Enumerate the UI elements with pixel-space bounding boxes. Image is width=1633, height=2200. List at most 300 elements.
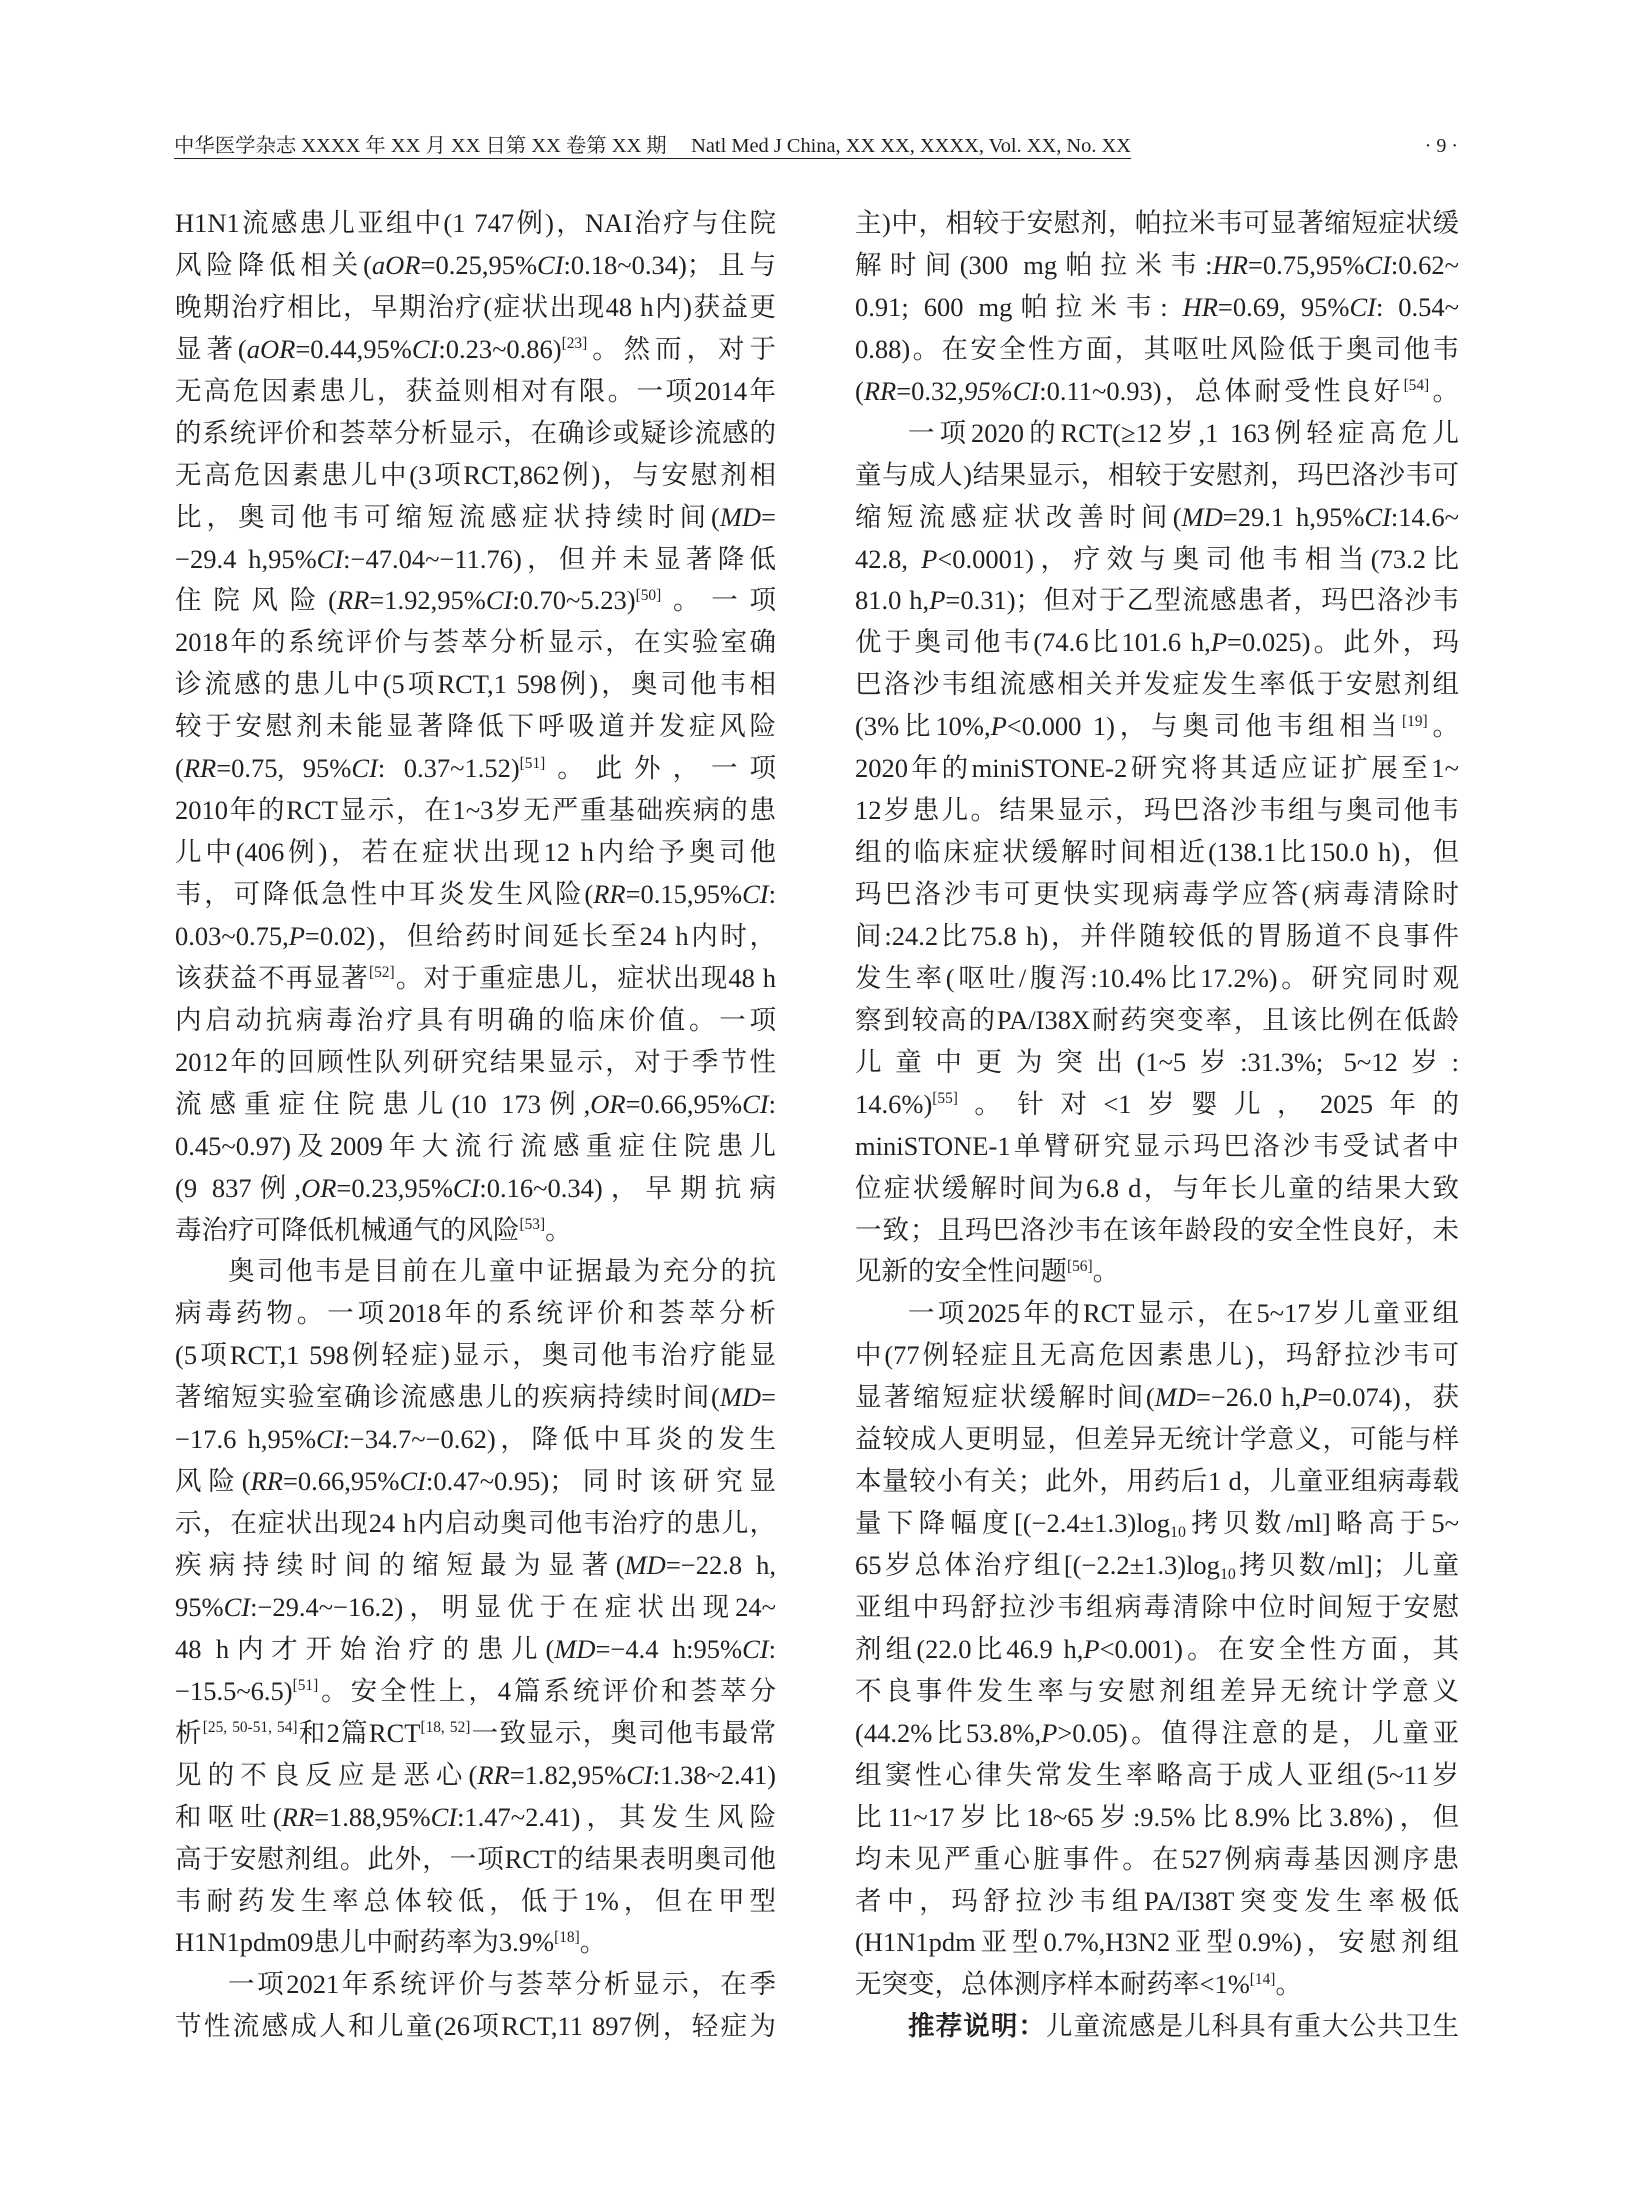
- text-line: [855, 287, 1459, 329]
- text-run: :: [768, 879, 776, 909]
- text-line: [855, 371, 1459, 413]
- text-run: 0.88)。在安全性方面，其呕吐风险低于奥司他韦: [855, 333, 1459, 364]
- text-run: (44.2%比53.8%,: [855, 1717, 1042, 1748]
- text-run: :−47.04~−11.76)，但并未显著降低: [343, 543, 776, 574]
- text-line: [175, 580, 776, 622]
- text-run: 奥司他韦是目前在儿童中证据最为充分的抗: [228, 1256, 776, 1287]
- text-line: [175, 1210, 776, 1252]
- text-line: [855, 1335, 1459, 1377]
- text-line: [175, 1671, 776, 1713]
- text-line: [175, 1042, 776, 1084]
- text-run: =0.074)，获: [1317, 1382, 1460, 1413]
- text-run: 组的临床症状缓解时间相近(138.1比150.0 h)，但: [855, 837, 1459, 868]
- text-run: =−26.0 h,: [1195, 1382, 1302, 1413]
- italic-symbol: P: [1041, 1717, 1058, 1748]
- text-run: 风险降低相关(: [175, 249, 372, 280]
- text-line: [175, 1839, 776, 1881]
- text-run: 童与成人)结果显示，相较于安慰剂，玛巴洛沙韦可: [855, 459, 1459, 490]
- italic-symbol: 95%CI: [964, 375, 1040, 406]
- subscript: 10: [1170, 1524, 1186, 1542]
- italic-symbol: OR: [590, 1088, 626, 1119]
- text-run: 发生率(呕吐/腹泻:10.4%比17.2%)。研究同时观: [855, 962, 1459, 993]
- text-run: 诊流感的患儿中(5项RCT,1 598例)，奥司他韦相: [175, 669, 776, 700]
- text-run: :14.6~: [1390, 501, 1459, 532]
- text-line: [855, 622, 1459, 664]
- text-run: =0.69, 95%: [1217, 291, 1350, 322]
- text-run: 81.0 h,: [855, 585, 930, 616]
- text-run: : 0.37~1.52): [377, 753, 520, 784]
- text-run: 著缩短实验室确诊流感患儿的疾病持续时间(: [175, 1382, 720, 1413]
- text-line: [855, 2006, 1459, 2048]
- text-run: 一项2025年的RCT显示，在5~17岁儿童亚组: [908, 1298, 1459, 1329]
- left-column: [175, 203, 776, 2048]
- italic-symbol: P: [921, 543, 938, 574]
- text-run: 2012年的回顾性队列研究结果显示，对于季节性: [175, 1046, 776, 1077]
- text-run: =0.02)，但给药时间延长至24 h内时，: [304, 920, 776, 951]
- text-line: [855, 1545, 1459, 1587]
- text-run: =0.75, 95%: [216, 753, 352, 784]
- text-line: [175, 1126, 776, 1168]
- citation-superscript: [53]: [519, 1215, 546, 1233]
- text-run: 0.03~0.75,: [175, 920, 289, 951]
- text-line: [175, 1293, 776, 1335]
- italic-symbol: aOR: [371, 249, 421, 280]
- text-line: [175, 916, 776, 958]
- text-run: 比11~17岁比18~65岁:9.5%比8.9%比3.8%)，但: [855, 1801, 1459, 1832]
- text-line: [855, 1587, 1459, 1629]
- text-line: [175, 958, 776, 1000]
- text-line: [855, 1168, 1459, 1210]
- text-line: [855, 748, 1459, 790]
- text-run: 。安全性上，4篇系统评价和荟萃分: [318, 1675, 776, 1706]
- text-run: :0.23~0.86): [438, 333, 562, 364]
- text-line: [855, 1964, 1459, 2006]
- text-run: 解时间(300 mg帕拉米韦:: [855, 249, 1213, 280]
- text-line: [855, 1922, 1459, 1964]
- italic-symbol: MD: [719, 1382, 762, 1413]
- text-line: [175, 287, 776, 329]
- text-line: [175, 1713, 776, 1755]
- italic-symbol: RR: [477, 1759, 510, 1790]
- running-header: [174, 134, 1131, 158]
- text-run: :0.47~0.95)；同时该研究显: [425, 1466, 776, 1497]
- text-line: [855, 958, 1459, 1000]
- text-line: [855, 1629, 1459, 1671]
- italic-symbol: MD: [719, 501, 762, 532]
- text-line: [175, 329, 776, 371]
- text-run: 拷贝数/ml]；儿童: [1235, 1550, 1460, 1580]
- text-run: =0.66,95%: [282, 1466, 400, 1497]
- citation-superscript: [54]: [1403, 377, 1430, 395]
- italic-symbol: CI: [351, 753, 378, 784]
- text-run: 儿童中更为突出(1~5岁:31.3%; 5~12岁:: [855, 1046, 1459, 1077]
- text-line: [175, 622, 776, 664]
- italic-symbol: CI: [742, 1088, 769, 1119]
- text-run: 高于安慰剂组。此外，一项RCT的结果表明奥司他: [175, 1843, 776, 1874]
- text-run: <0.0001)，疗效与奥司他韦相当(73.2比: [937, 543, 1459, 574]
- text-line: [175, 1419, 776, 1461]
- italic-symbol: P: [990, 711, 1007, 742]
- text-run: :−29.4~−16.2)，明显优于在症状出现24~: [250, 1591, 776, 1622]
- text-run: =: [761, 501, 776, 532]
- text-line: [855, 1713, 1459, 1755]
- text-run: 。: [1427, 711, 1459, 742]
- text-run: 0.91; 600 mg帕拉米韦:: [855, 291, 1183, 322]
- text-line: [175, 1964, 776, 2006]
- text-run: 65岁总体治疗组[(−2.2±1.3)log: [855, 1550, 1220, 1580]
- text-run: 。一项: [661, 585, 776, 616]
- text-run: 优于奥司他韦(74.6比101.6 h,: [855, 627, 1211, 658]
- italic-symbol: CI: [537, 249, 564, 280]
- text-line: [175, 706, 776, 748]
- text-run: 见新的安全性问题: [855, 1256, 1067, 1287]
- italic-symbol: CI: [411, 333, 439, 364]
- text-run: :: [768, 1088, 776, 1119]
- citation-superscript: [25, 50-51, 54]: [202, 1719, 298, 1737]
- text-run: 者中，玛舒拉沙韦组PA/I38T突变发生率极低: [855, 1885, 1459, 1916]
- text-run: =0.15,95%: [625, 879, 743, 909]
- text-line: [855, 1755, 1459, 1797]
- text-run: :1.47~2.41)，其发生风险: [457, 1801, 776, 1832]
- text-run: :0.70~5.23): [512, 585, 636, 616]
- text-run: 疾病持续时间的缩短最为显著(: [175, 1550, 625, 1580]
- citation-superscript: [56]: [1067, 1257, 1093, 1275]
- text-line: [175, 1587, 776, 1629]
- text-run: 无高危因素患儿中(3项RCT,862例)，与安慰剂相: [175, 459, 776, 490]
- text-line: [855, 1377, 1459, 1419]
- text-run: 巴洛沙韦组流感相关并发症发生率低于安慰剂组: [855, 669, 1459, 700]
- text-line: [855, 203, 1459, 245]
- italic-symbol: CI: [316, 543, 344, 574]
- text-run: 察到较高的PA/I38X耐药突变率，且该比例在低龄: [855, 1004, 1459, 1035]
- italic-symbol: CI: [223, 1591, 251, 1622]
- text-run: 拷贝数/ml]略高于5~: [1185, 1508, 1459, 1539]
- text-run: 。然而，对于: [587, 333, 776, 364]
- text-line: [175, 1503, 776, 1545]
- right-column: [855, 203, 1459, 2048]
- italic-symbol: CI: [430, 1801, 458, 1832]
- italic-symbol: RR: [863, 375, 897, 406]
- text-line: [855, 1042, 1459, 1084]
- text-line: [855, 1503, 1459, 1545]
- citation-superscript: [50]: [635, 586, 662, 604]
- italic-symbol: P: [929, 585, 946, 616]
- italic-symbol: P: [1083, 1633, 1100, 1664]
- italic-symbol: HR: [1212, 249, 1248, 280]
- text-run: :0.16~0.34)，早期抗病: [479, 1172, 776, 1203]
- text-run: 见的不良反应是恶心(: [175, 1759, 478, 1790]
- text-line: [175, 874, 776, 916]
- text-run: : 0.54~: [1375, 291, 1460, 322]
- text-run: 比，奥司他韦可缩短流感症状持续时间(: [175, 501, 720, 532]
- text-line: [175, 245, 776, 287]
- text-run: 。: [579, 1927, 607, 1958]
- text-run: 一项2020的RCT(≥12岁,1 163例轻症高危儿: [908, 417, 1459, 448]
- text-run: 一致；且玛巴洛沙韦在该年龄段的安全性良好，未: [855, 1214, 1459, 1245]
- bold-label: 推荐说明：: [908, 2011, 1047, 2043]
- text-line: [855, 1293, 1459, 1335]
- text-run: 中(77例轻症且无高危因素患儿)，玛舒拉沙韦可: [855, 1340, 1459, 1371]
- text-run: 主)中，相较于安慰剂，帕拉米韦可显著缩短症状缓: [855, 208, 1459, 238]
- text-run: 量下降幅度[(−2.4±1.3)log: [855, 1508, 1171, 1539]
- text-run: 和2篇RCT: [297, 1717, 421, 1748]
- text-line: [855, 1881, 1459, 1923]
- citation-superscript: [18, 52]: [420, 1719, 471, 1737]
- text-line: [855, 413, 1459, 455]
- italic-symbol: RR: [593, 879, 626, 909]
- text-line: [175, 371, 776, 413]
- text-run: 较于安慰剂未能显著降低下呼吸道并发症风险: [175, 711, 776, 742]
- text-line: [175, 1251, 776, 1293]
- italic-symbol: RR: [250, 1466, 283, 1497]
- text-run: 95%: [175, 1591, 224, 1622]
- text-run: 。: [545, 1214, 572, 1245]
- text-line: [175, 1461, 776, 1503]
- italic-symbol: RR: [183, 753, 217, 784]
- text-run: 。针对<1岁婴儿，2025年的: [957, 1088, 1459, 1119]
- citation-superscript: [51]: [519, 754, 546, 772]
- italic-symbol: CI: [742, 1633, 769, 1664]
- text-run: 风险(: [175, 1466, 251, 1497]
- text-line: [855, 580, 1459, 622]
- text-line: [855, 1461, 1459, 1503]
- text-line: [175, 203, 776, 245]
- text-line: [855, 1419, 1459, 1461]
- text-line: [175, 1000, 776, 1042]
- text-line: [175, 664, 776, 706]
- text-run: =: [761, 1382, 776, 1413]
- text-run: 一项2021年系统评价与荟萃分析显示，在季: [228, 1969, 776, 2000]
- citation-superscript: [14]: [1249, 1970, 1276, 1988]
- text-run: 。: [1429, 375, 1459, 406]
- text-line: [855, 1671, 1459, 1713]
- text-run: 益较成人更明显，但差异无统计学意义，可能与样: [855, 1424, 1459, 1455]
- text-line: [855, 497, 1459, 539]
- text-line: [175, 1629, 776, 1671]
- text-run: =0.25,95%: [420, 249, 538, 280]
- text-run: 0.45~0.97)及2009年大流行流感重症住院患儿: [175, 1130, 776, 1161]
- italic-symbol: P: [1301, 1382, 1318, 1413]
- text-run: :0.18~0.34)；且与: [563, 249, 777, 280]
- text-line: [855, 329, 1459, 371]
- text-run: 2010年的RCT显示，在1~3岁无严重基础疾病的患: [175, 795, 776, 826]
- citation-superscript: [23]: [561, 335, 588, 353]
- text-line: [855, 539, 1459, 581]
- citation-superscript: [18]: [554, 1928, 580, 1946]
- text-line: [855, 664, 1459, 706]
- text-run: 住院风险(: [175, 585, 337, 616]
- text-line: [175, 539, 776, 581]
- text-run: 均未见严重心脏事件。在527例病毒基因测序患: [855, 1843, 1459, 1874]
- text-line: [175, 1545, 776, 1587]
- text-run: 不良事件发生率与安慰剂组差异无统计学意义: [855, 1675, 1459, 1706]
- text-run: 组窦性心律失常发生率略高于成人亚组(5~11岁: [855, 1759, 1459, 1790]
- text-run: 一致显示，奥司他韦最常: [470, 1717, 777, 1748]
- text-line: [855, 790, 1459, 832]
- text-run: (5项RCT,1 598例轻症)显示，奥司他韦治疗能显: [175, 1340, 776, 1371]
- citation-superscript: [52]: [369, 964, 395, 982]
- subscript: 10: [1219, 1566, 1236, 1584]
- text-line: [175, 455, 776, 497]
- text-run: (: [175, 753, 184, 784]
- text-line: [855, 874, 1459, 916]
- text-run: 析: [175, 1717, 203, 1748]
- text-run: 14.6%): [855, 1088, 933, 1119]
- italic-symbol: CI: [626, 1759, 653, 1790]
- citation-superscript: [19]: [1402, 712, 1428, 730]
- text-run: 。: [1092, 1256, 1120, 1287]
- page-number: · 9 ·: [1424, 135, 1458, 157]
- text-line: [175, 748, 776, 790]
- text-run: =0.23,95%: [336, 1172, 453, 1203]
- text-run: =1.82,95%: [509, 1759, 627, 1790]
- text-line: [175, 1797, 776, 1839]
- text-run: :: [768, 1633, 776, 1664]
- text-run: 的系统评价和荟萃分析显示，在确诊或疑诊流感的: [175, 417, 776, 448]
- text-run: 和呕吐(: [175, 1801, 282, 1832]
- running-header-text: [174, 134, 1131, 159]
- text-run: miniSTONE-1单臂研究显示玛巴洛沙韦受试者中: [855, 1130, 1459, 1161]
- text-line: [855, 1126, 1459, 1168]
- text-run: 节性流感成人和儿童(26项RCT,11 897例，轻症为: [175, 2011, 776, 2042]
- text-run: =1.88,95%: [314, 1801, 431, 1832]
- text-run: 42.8,: [855, 543, 922, 574]
- text-line: [855, 1000, 1459, 1042]
- text-run: (: [855, 375, 864, 406]
- text-run: −15.5~6.5): [175, 1675, 293, 1706]
- text-run: 韦耐药发生率总体较低，低于1%，但在甲型: [175, 1885, 776, 1916]
- text-line: [855, 832, 1459, 874]
- text-line: [175, 832, 776, 874]
- text-run: −17.6 h,95%: [175, 1424, 317, 1455]
- italic-symbol: P: [1210, 627, 1227, 658]
- text-run: 流感重症住院患儿(10 173例,: [175, 1088, 591, 1119]
- text-line: [855, 1210, 1459, 1252]
- text-line: [175, 790, 776, 832]
- italic-symbol: MD: [1181, 501, 1223, 532]
- text-run: =0.31)；但对于乙型流感患者，玛巴洛沙韦: [945, 585, 1460, 616]
- text-run: 病毒药物。一项2018年的系统评价和荟萃分析: [175, 1298, 776, 1329]
- italic-symbol: CI: [452, 1172, 480, 1203]
- text-line: [175, 413, 776, 455]
- text-run: =0.32,: [896, 375, 965, 406]
- italic-symbol: CI: [1364, 501, 1391, 532]
- text-line: [175, 1168, 776, 1210]
- text-run: =29.1 h,95%: [1222, 501, 1365, 532]
- text-run: =0.66,95%: [625, 1088, 743, 1119]
- text-line: [175, 1922, 776, 1964]
- text-run: 缩短流感症状改善时间(: [855, 501, 1182, 532]
- text-run: 显著(: [175, 333, 247, 364]
- italic-symbol: RR: [281, 1801, 315, 1832]
- text-run: 无高危因素患儿，获益则相对有限。一项2014年: [175, 375, 776, 406]
- italic-symbol: OR: [301, 1172, 337, 1203]
- italic-symbol: CI: [399, 1466, 426, 1497]
- text-run: 内启动抗病毒治疗具有明确的临床价值。一项: [175, 1004, 776, 1035]
- italic-symbol: P: [288, 920, 305, 951]
- text-run: 示，在症状出现24 h内启动奥司他韦治疗的患儿，: [175, 1508, 776, 1539]
- text-run: 2020年的miniSTONE-2研究将其适应证扩展至1~: [855, 753, 1459, 784]
- text-run: 玛巴洛沙韦可更快实现病毒学应答(病毒清除时: [855, 879, 1459, 909]
- text-run: 间:24.2比75.8 h)，并伴随较低的胃肠道不良事件: [855, 920, 1459, 951]
- text-line: [175, 1084, 776, 1126]
- text-run: :−34.7~−0.62)，降低中耳炎的发生: [342, 1424, 776, 1455]
- text-line: [855, 916, 1459, 958]
- italic-symbol: aOR: [246, 333, 296, 364]
- text-run: H1N1pdm09患儿中耐药率为3.9%: [175, 1927, 555, 1958]
- text-run: =0.44,95%: [295, 333, 412, 364]
- text-run: 。此外，一项: [545, 753, 776, 784]
- text-run: 。对于重症患儿，症状出现48 h: [394, 962, 777, 993]
- text-line: [855, 1251, 1459, 1293]
- text-run: :0.11~0.93)，总体耐受性良好: [1039, 375, 1404, 406]
- text-run: 2018年的系统评价与荟萃分析显示，在实验室确: [175, 627, 776, 658]
- text-line: [175, 1755, 776, 1797]
- text-line: [855, 1084, 1459, 1126]
- italic-symbol: CI: [485, 585, 513, 616]
- text-run: =1.92,95%: [369, 585, 486, 616]
- citation-superscript: [55]: [932, 1090, 958, 1108]
- text-run: :0.62~: [1390, 249, 1459, 280]
- text-run: =0.75,95%: [1247, 249, 1365, 280]
- text-run: 12岁患儿。结果显示，玛巴洛沙韦组与奥司他韦: [855, 795, 1459, 826]
- text-run: 该获益不再显著: [175, 962, 370, 993]
- text-line: [855, 1797, 1459, 1839]
- text-line: [175, 1377, 776, 1419]
- text-run: 显著缩短症状缓解时间(: [855, 1382, 1155, 1413]
- text-run: −29.4 h,95%: [175, 543, 317, 574]
- italic-symbol: CI: [742, 879, 769, 909]
- text-line: [855, 706, 1459, 748]
- text-run: =−22.8 h,: [665, 1550, 776, 1580]
- italic-symbol: MD: [624, 1550, 666, 1580]
- italic-symbol: MD: [1154, 1382, 1196, 1413]
- text-run: 本量较小有关；此外，用药后1 d，儿童亚组病毒载: [855, 1466, 1459, 1497]
- text-line: [175, 497, 776, 539]
- text-run: 儿童流感是儿科具有重大公共卫生: [1046, 2011, 1460, 2042]
- text-run: =−4.4 h:95%: [595, 1633, 743, 1664]
- italic-symbol: CI: [1364, 249, 1391, 280]
- text-run: 剂组(22.0比46.9 h,: [855, 1633, 1084, 1664]
- text-run: 毒治疗可降低机械通气的风险: [175, 1214, 520, 1245]
- text-run: 晚期治疗相比，早期治疗(症状出现48 h内)获益更: [175, 291, 776, 322]
- text-run: (3%比10%,: [855, 711, 991, 742]
- text-run: 位症状缓解时间为6.8 d，与年长儿童的结果大致: [855, 1172, 1459, 1203]
- text-run: >0.05)。值得注意的是，儿童亚: [1057, 1717, 1459, 1748]
- journal-citation-cn: 中华医学杂志 XXXX 年 XX 月 XX 日第 XX 卷第 XX 期: [174, 135, 667, 157]
- text-line: [855, 245, 1459, 287]
- text-run: 韦，可降低急性中耳炎发生风险(: [175, 879, 594, 909]
- text-run: H1N1流感患儿亚组中(1 747例)，NAI治疗与住院: [175, 208, 776, 238]
- text-line: [855, 1839, 1459, 1881]
- text-run: <0.000 1)，与奥司他韦组相当: [1006, 711, 1403, 742]
- journal-citation-en: Natl Med J China, XX XX, XXXX, Vol. XX, No. XX: [691, 135, 1131, 157]
- italic-symbol: MD: [554, 1633, 596, 1664]
- text-run: <0.001)。在安全性方面，其: [1099, 1633, 1459, 1664]
- italic-symbol: RR: [336, 585, 370, 616]
- text-run: 无突变，总体测序样本耐药率<1%: [855, 1969, 1250, 2000]
- text-run: 亚组中玛舒拉沙韦组病毒清除中位时间短于安慰: [855, 1591, 1459, 1622]
- text-line: [855, 455, 1459, 497]
- citation-superscript: [51]: [292, 1677, 319, 1695]
- text-run: (9 837例,: [175, 1172, 302, 1203]
- text-run: (H1N1pdm亚型0.7%,H3N2亚型0.9%)，安慰剂组: [855, 1927, 1459, 1958]
- text-line: [175, 1881, 776, 1923]
- text-run: 儿中(406例)，若在症状出现12 h内给予奥司他: [175, 837, 776, 868]
- text-line: [175, 1335, 776, 1377]
- italic-symbol: CI: [316, 1424, 343, 1455]
- text-run: :1.38~2.41): [652, 1759, 776, 1790]
